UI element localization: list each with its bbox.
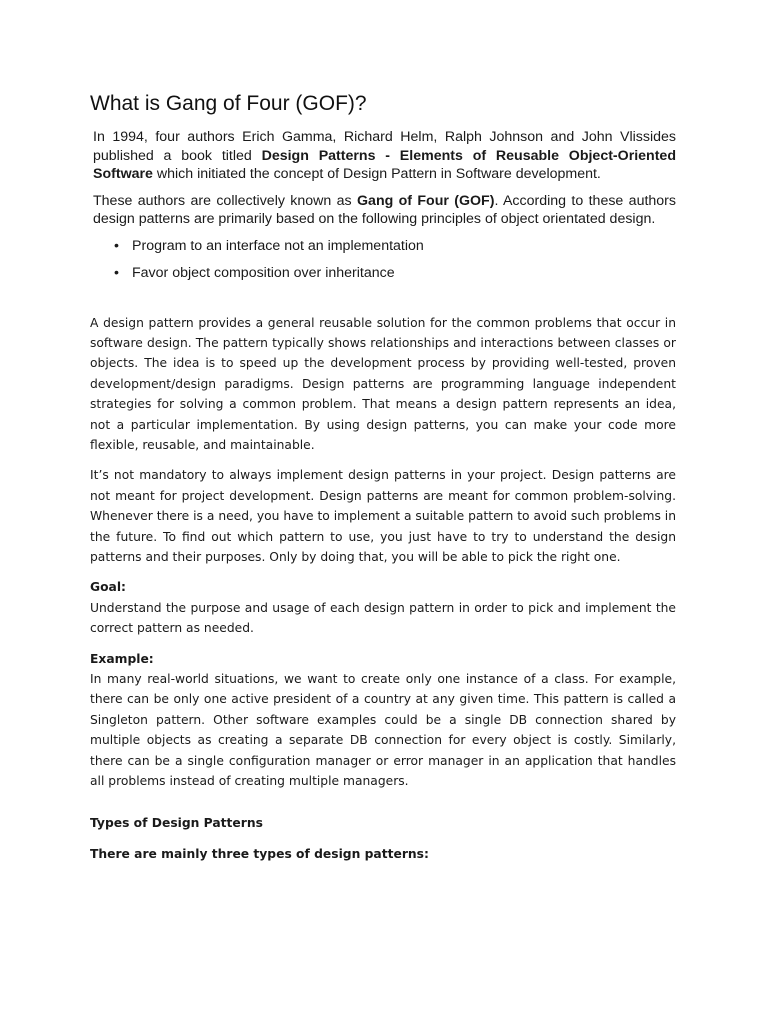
list-item-text: Favor object composition over inheritance: [132, 264, 395, 281]
intro-p2-text-b: . According to these authors design patterns are primarily based on the following principles of object orientated design.: [93, 192, 677, 227]
types-heading-paragraph: [90, 813, 676, 833]
list-item-text: Program to an interface not an implementation: [132, 237, 424, 254]
goal-text: Understand the purpose and usage of each design pattern in order to pick and implement the correct pattern as needed.: [90, 600, 676, 636]
types-paragraph: [90, 844, 676, 864]
intro-paragraph-1: [93, 128, 676, 184]
intro-section: [93, 128, 676, 229]
example-paragraph: [90, 649, 676, 792]
body-paragraph-2: It’s not mandatory to always implement design patterns in your project. Design patterns are not meant for project development. Design patterns are meant for common problem-solving. Whenever there is a need, you have to implement a suitable pattern to avoid such problems in the future. To find out which pattern to use, you just have to try to understand the design patterns and their purposes. Only by doing that, you will be able to pick the right one.: [90, 468, 676, 564]
document-title: What is Gang of Four (GOF)?: [90, 92, 367, 115]
gof-term: Gang of Four (GOF): [357, 192, 495, 209]
list-item: [90, 264, 676, 291]
spacer: [90, 801, 676, 813]
intro-paragraph-2: [93, 192, 676, 229]
principles-list: [90, 237, 676, 291]
intro-p1-text-a: In 1994, four authors Erich Gamma, Richard Helm, Ralph Johnson and John Vlissides published a book titled: [93, 129, 676, 164]
body-paragraph-1: A design pattern provides a general reusable solution for the common problems that occur in software design. The pattern typically shows relationships and interactions between classes or objects. The idea is to speed up the development process by providing well-tested, proven development/design paradigms. Design patterns are programming language independent strategies for solving a common problem. That means a design pattern represents an idea, not a particular implementation. By using design patterns, you can make your code more flexible, reusable, and maintainable.: [90, 315, 676, 452]
book-title: Design Patterns - Elements of Reusable Object-Oriented Software: [93, 147, 676, 182]
types-text: There are mainly three types of design patterns:: [90, 846, 429, 861]
intro-p1-text-b: which initiated the concept of Design Pattern in Software development.: [152, 166, 601, 182]
body-section: [90, 313, 676, 865]
list-item: [90, 237, 676, 264]
document-page: [90, 92, 676, 874]
bullet-icon: •: [114, 264, 119, 281]
goal-heading: Goal:: [90, 580, 126, 595]
example-heading: Example:: [90, 651, 154, 666]
types-heading: Types of Design Patterns: [90, 816, 263, 831]
goal-paragraph: [90, 577, 676, 638]
example-text: In many real-world situations, we want to create only one instance of a class. For example, there can be only one active president of a country at any given time. This pattern is called a Singleton pattern. Other software examples could be a single DB connection shared by multiple objects as creating a separate DB connection for every object is costly. Similarly, there can be a single configuration manager or error manager in an application that handles all problems instead of creating multiple managers.: [90, 672, 676, 789]
bullet-icon: •: [114, 237, 119, 254]
intro-p2-text-a: These authors are collectively known as: [93, 192, 358, 209]
